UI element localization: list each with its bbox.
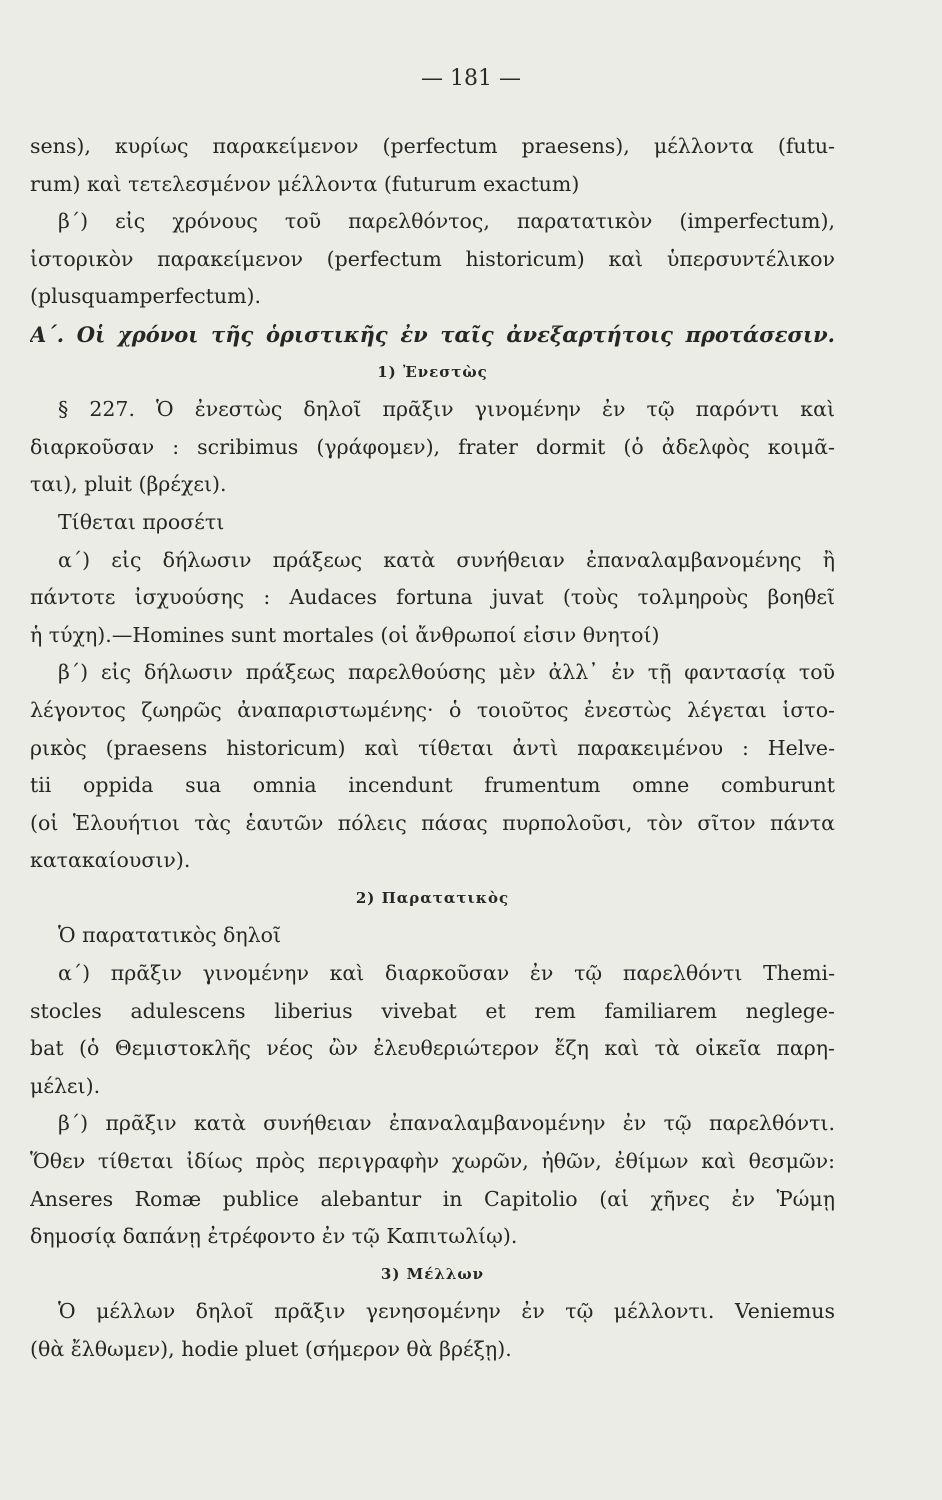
text-line: α΄) πρᾶξιν γινομένην καὶ διαρκοῦσαν ἐν τῷ παρελθόντι Themi- (58, 961, 835, 986)
text-line: (plusquamperfectum). (30, 284, 262, 309)
text-line: Τίθεται προσέτι (58, 509, 225, 534)
text-line: ἱστορικὸν παρακείμενον (perfectum historicum) καὶ ὑπερσυντέλικον (30, 246, 835, 271)
text-line: Anseres Romæ publice alebantur in Capitolio (αἱ χῆνες ἐν Ῥώμῃ (30, 1186, 835, 1211)
page-body (30, 128, 835, 1369)
text-line: λέγοντος ζωηρῶς ἀναπαριστωμένης· ὁ τοιοῦτος ἐνεστὼς λέγεται ἱστο- (30, 697, 835, 722)
text-line: ται), pluit (βρέχει). (30, 472, 227, 497)
text-line: rum) καὶ τετελεσμένον μέλλοντα (futurum exactum) (30, 171, 580, 196)
text-line: β΄) πρᾶξιν κατὰ συνήθειαν ἐπαναλαμβανομένην ἐν τῷ παρελθόντι. (58, 1111, 835, 1136)
text-line: bat (ὁ Θεμιστοκλῆς νέος ὢν ἐλευθεριώτερον ἔζη καὶ τὰ οἰκεῖα παρη- (30, 1036, 835, 1061)
text-line: stocles adulescens liberius vivebat et rem familiarem neglege- (30, 998, 835, 1023)
text-line: Ὅθεν τίθεται ἰδίως πρὸς περιγραφὴν χωρῶν, ἠθῶν, ἐθίμων καὶ θεσμῶν: (30, 1149, 835, 1174)
text-line: κατακαίουσιν). (30, 848, 191, 873)
text-line: δημοσίᾳ δαπάνῃ ἐτρέφοντο ἐν τῷ Καπιτωλίῳ). (30, 1224, 518, 1249)
text-line: Ὁ παρατατικὸς δηλοῖ (58, 923, 282, 948)
text-line: β΄) εἰς χρόνους τοῦ παρελθόντος, παρατατικὸν (imperfectum), (58, 209, 835, 234)
text-line: Ὁ μέλλων δηλοῖ πρᾶξιν γενησομένην ἐν τῷ μέλλοντι. Veniemus (58, 1299, 835, 1324)
text-line: μέλει). (30, 1073, 101, 1098)
text-line: ρικὸς (praesens historicum) καὶ τίθεται ἀντὶ παρακειμένου : Helve- (30, 735, 835, 760)
page-number: — 181 — (421, 66, 521, 91)
text-line: (θὰ ἔλθωμεν), hodie pluet (σήμερον θὰ βρέξῃ). (30, 1337, 512, 1361)
text-line: β΄) εἰς δήλωσιν πράξεως παρελθούσης μὲν ἀλλ᾽ ἐν τῇ φαντασίᾳ τοῦ (58, 660, 835, 685)
text-line: § 227. Ὁ ἐνεστὼς δηλοῖ πρᾶξιν γινομένην ἐν τῷ παρόντι καὶ (58, 397, 835, 422)
subsection-heading: 3) Μέλλων (380, 1264, 485, 1283)
subsection-heading: 2) Παρατατικὸς (355, 888, 510, 907)
subsection-heading: 1) Ἐνεστὼς (377, 362, 488, 381)
text-line: πάντοτε ἰσχυούσης : Audaces fortuna juvat (τοὺς τολμηροὺς βοηθεῖ (30, 585, 835, 610)
text-line: (οἱ Ἑλουήτιοι τὰς ἑαυτῶν πόλεις πάσας πυρπολοῦσι, τὸν σῖτον πάντα (30, 810, 835, 835)
text-line: ἡ τύχη).—Homines sunt mortales (οἱ ἄνθρωποί εἰσιν θνητοί) (30, 622, 660, 647)
text-line: α΄) εἰς δήλωσιν πράξεως κατὰ συνήθειαν ἐπαναλαμβανομένης ἢ (58, 547, 835, 572)
text-line: διαρκοῦσαν : scribimus (γράφομεν), frater dormit (ὁ ἀδελφὸς κοιμᾶ- (30, 434, 835, 459)
section-heading: Α΄. Οἱ χρόνοι τῆς ὁριστικῆς ἐν ταῖς ἀνεξαρτήτοις προτάσεσιν. (30, 321, 835, 347)
text-line: sens), κυρίως παρακείμενον (perfectum praesens), μέλλοντα (futu- (30, 134, 835, 158)
text-line: tii oppida sua omnia incendunt frumentum omne comburunt (30, 773, 835, 798)
